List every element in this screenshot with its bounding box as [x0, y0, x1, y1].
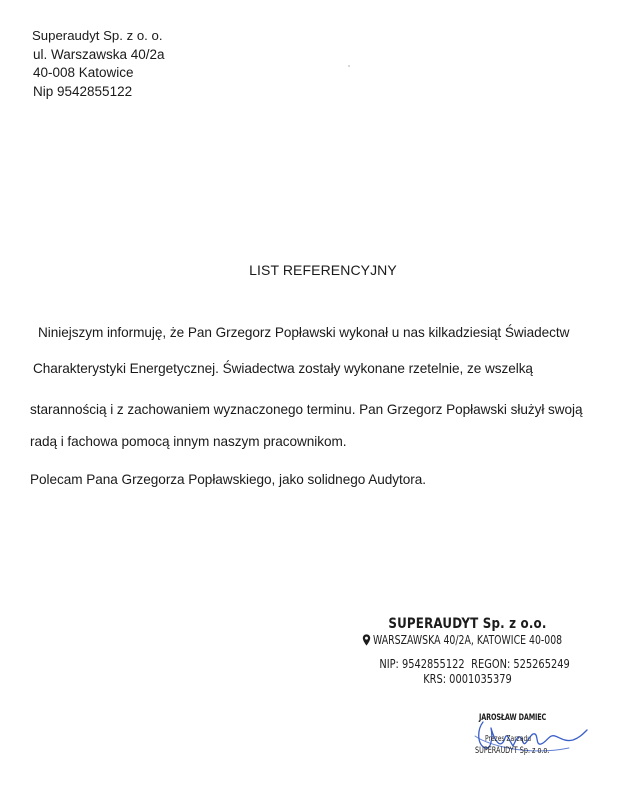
signature-stamp: [465, 708, 595, 768]
signatory-role: Prezes Zarządu: [485, 734, 532, 743]
sender-city: 40-008 Katowice: [33, 65, 134, 80]
sender-street: ul. Warszawska 40/2a: [33, 46, 165, 62]
stamp-nip: NIP: 9542855122: [379, 657, 465, 671]
body-line-3: starannością i z zachowaniem wyznaczonego terminu. Pan Grzegorz Popławski służył swoją: [30, 402, 583, 417]
company-stamp: [360, 615, 575, 687]
body-line-2: Charakterystyki Energetycznej. Świadectwa zostały wykonane rzetelnie, ze wszelką: [33, 361, 533, 376]
document-title-container: [0, 262, 640, 278]
stamp-address: WARSZAWSKA 40/2A, KATOWICE 40-008: [373, 633, 563, 647]
scan-speck: [348, 65, 350, 67]
stamp-nip-regon-row: [379, 657, 570, 672]
sender-nip: Nip 9542855122: [33, 83, 133, 99]
stamp-company-name: SUPERAUDYT Sp. z o.o.: [388, 616, 547, 632]
document-title: LIST REFERENCYJNY: [249, 262, 397, 278]
stamp-registration-ids: [360, 657, 575, 687]
signatory-company: SUPERAUDYT Sp. z o.o.: [475, 746, 550, 756]
stamp-address-row: [360, 633, 575, 647]
stamp-regon: REGON: 525265249: [471, 657, 570, 671]
sender-address-block: [33, 27, 165, 101]
sender-company: Superaudyt Sp. z o. o.: [32, 28, 163, 43]
body-line-4: radą i fachowa pomocą innym naszym pracownikom.: [30, 434, 347, 449]
signatory-name: JAROSŁAW DAMIEC: [479, 713, 547, 723]
stamp-krs: KRS: 0001035379: [423, 672, 512, 686]
body-line-5: Polecam Pana Grzegorza Popławskiego, jako solidnego Audytora.: [30, 472, 426, 487]
map-pin-icon: [362, 634, 371, 646]
body-line-1: Niniejszym informuję, że Pan Grzegorz Popławski wykonał u nas kilkadziesiąt Świadectw: [38, 325, 570, 340]
